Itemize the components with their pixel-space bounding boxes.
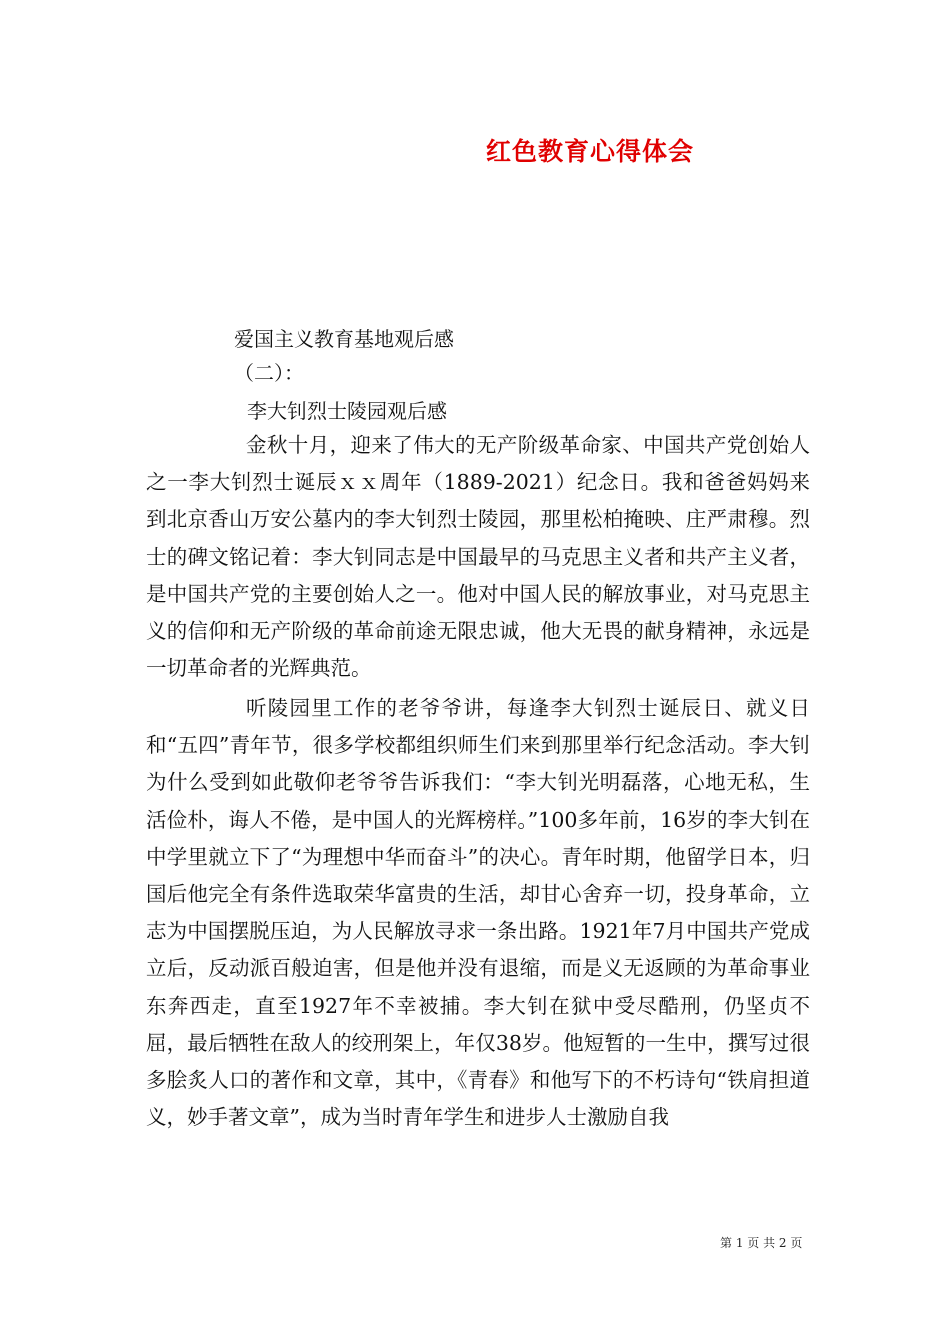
page-number-footer: 第 1 页 共 2 页 [720,1236,803,1250]
body-paragraph-2: 听陵园里工作的老爷爷讲，每逢李大钊烈士诞辰日、就义日和“五四”青年节，很多学校都组织师生们来到那里举行纪念活动。李大钊为什么受到如此敬仰老爷爷告诉我们：“李大钊光明磊落，心地无私，生活俭朴，诲人不倦，是中国人的光辉榜样。”100多年前，16岁的李大钊在中学里就立下了“为理想中华而奋斗”的决心。青年时期，他留学日本，归国后他完全有条件选取荣华富贵的生活，却甘心舍弃一切，投身革命，立志为中国摆脱压迫，为人民解放寻求一条出路。1921年7月中国共产党成立后，反动派百般迫害，但是他并没有退缩，而是义无返顾的为革命事业东奔西走，直至1927年不幸被捕。李大钊在狱中受尽酷刑，仍坚贞不屈，最后牺牲在敌人的绞刑架上，年仅38岁。他短暂的一生中，撰写过很多脍炙人口的著作和文章，其中，《青春》和他写下的不朽诗句“铁肩担道义，妙手著文章”，成为当时青年学生和进步人士激励自我 [146,696,810,1130]
section-heading: 爱国主义教育基地观后感 [234,327,454,351]
section-number: （二）： [234,361,304,385]
body-paragraph-1: 金秋十月，迎来了伟大的无产阶级革命家、中国共产党创始人之一李大钊烈士诞辰ｘｘ周年（1889-2021）纪念日。我和爸爸妈妈来到北京香山万安公墓内的李大钊烈士陵园，那里松柏掩映、庄严肃穆。烈士的碑文铭记着：李大钊同志是中国最早的马克思主义者和共产主义者，是中国共产党的主要创始人之一。他对中国人民的解放事业，对马克思主义的信仰和无产阶级的革命前途无限忠诚，他大无畏的献身精神，永远是一切革命者的光辉典范。 [146,433,810,681]
document-title: 红色教育心得体会 [486,137,695,166]
article-subtitle: 李大钊烈士陵园观后感 [247,399,447,423]
